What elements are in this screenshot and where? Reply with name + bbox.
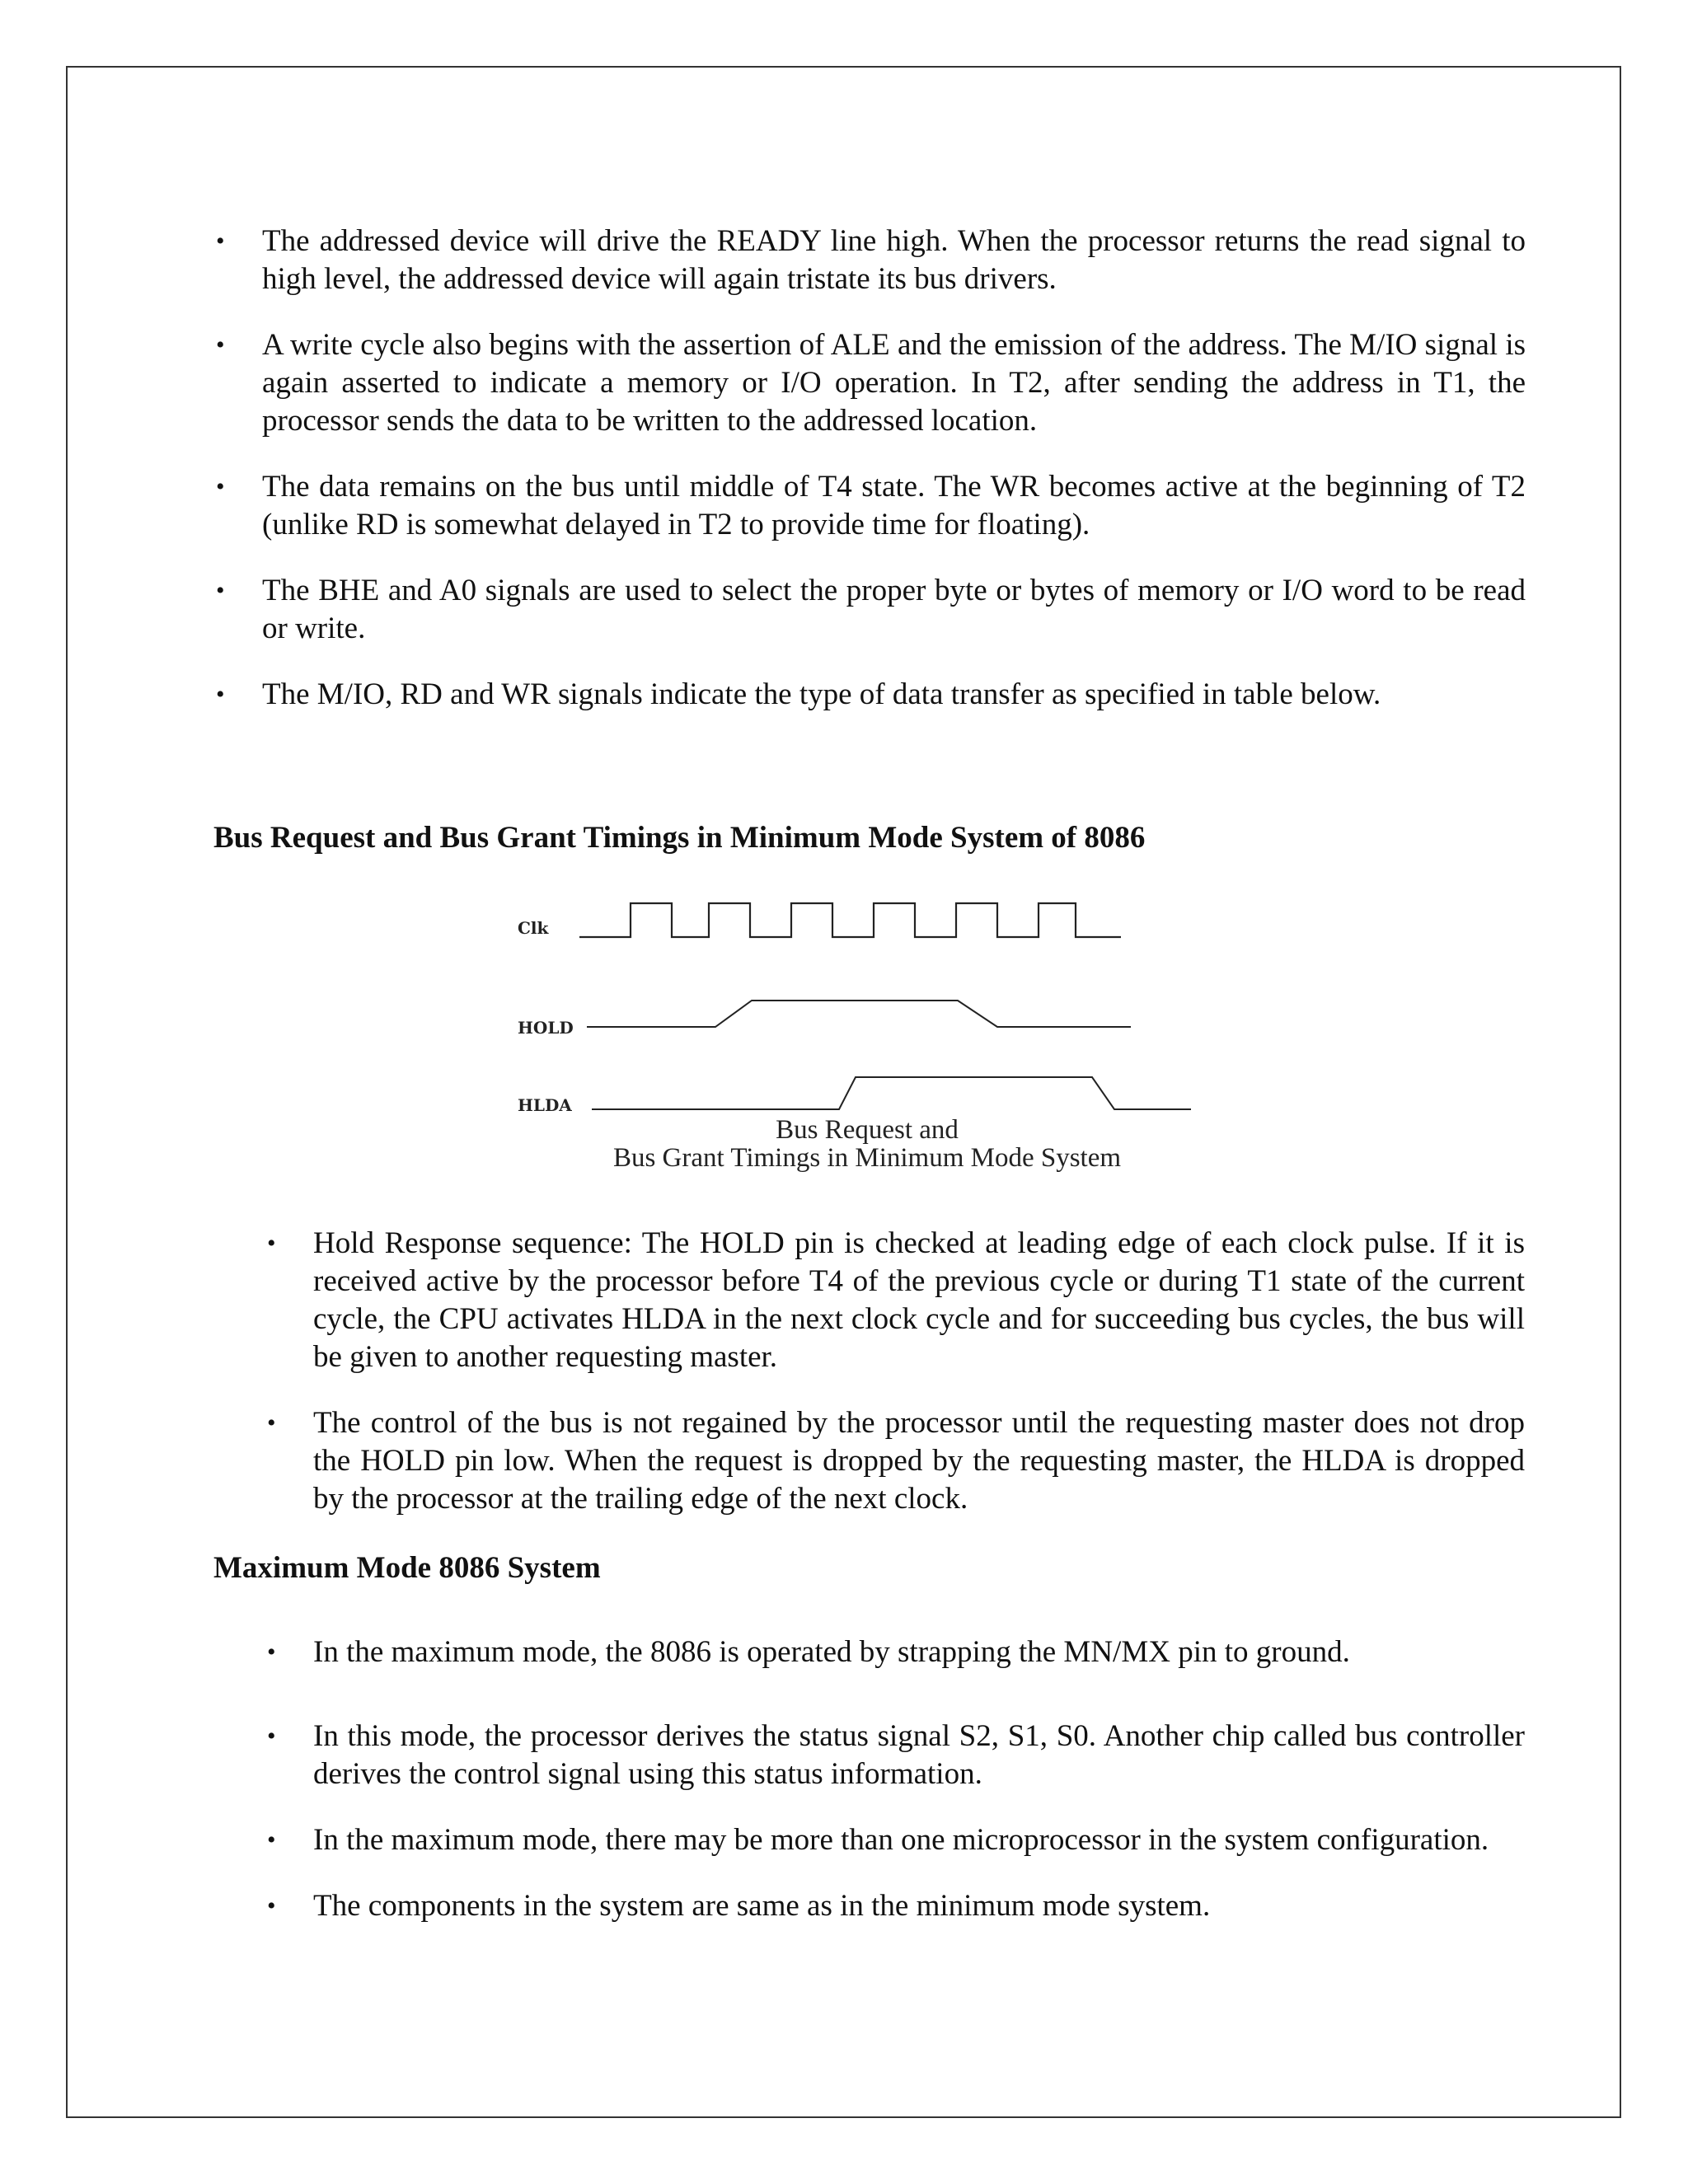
bullet-icon: • bbox=[267, 1230, 276, 1257]
bullet-list-maximum-mode bbox=[267, 1633, 1525, 1953]
bullet-icon: • bbox=[216, 473, 225, 500]
clk-label: Clk bbox=[518, 918, 549, 938]
hlda-label: HLDA bbox=[518, 1095, 572, 1115]
diagram-caption-line1: Bus Request and bbox=[776, 1115, 959, 1145]
section-heading-bus-request: Bus Request and Bus Grant Timings in Minimum Mode System of 8086 bbox=[213, 821, 1146, 855]
list-item: • In this mode, the processor derives the status signal S2, S1, S0. Another chip called bus controller derives the control signal using this status information. bbox=[267, 1719, 1525, 1791]
bullet-icon: • bbox=[267, 1638, 276, 1666]
list-item: • The components in the system are same as in the minimum mode system. bbox=[313, 1887, 1525, 1925]
bullet-list-hold-response bbox=[267, 1225, 1525, 1546]
hold-label: HOLD bbox=[518, 1018, 574, 1038]
bullet-icon: • bbox=[267, 1722, 276, 1750]
hold-waveform bbox=[587, 1001, 1131, 1027]
list-item: • A write cycle also begins with the assertion of ALE and the emission of the address. The M/IO signal is again asserted to indicate a memory or I/O operation. In T2, after sending the address in T1, the processor sends the data to be written to the addressed location. bbox=[216, 328, 1526, 438]
list-item: • The control of the bus is not regained by the processor until the requesting master does not drop the HOLD pin low. When the request is dropped by the requesting master, the HLDA is dropped by the processor at the trailing edge of the next clock. bbox=[267, 1406, 1525, 1516]
bullet-icon: • bbox=[216, 227, 225, 255]
list-item: • The M/IO, RD and WR signals indicate the type of data transfer as specified in table below. bbox=[262, 676, 1526, 714]
bullet-list-bus-cycle bbox=[216, 223, 1526, 742]
bullet-icon: • bbox=[216, 681, 225, 708]
list-item: • The addressed device will drive the READY line high. When the processor returns the read signal to high level, the addressed device will again tristate its bus drivers. bbox=[216, 224, 1526, 296]
list-item: • Hold Response sequence: The HOLD pin is checked at leading edge of each clock pulse. If it is received active by the processor before T4 of the previous cycle or during T1 state of the current cycle, the CPU activates HLDA in the next clock cycle and for succeeding bus cycles, the bus will be given to another requesting master. bbox=[267, 1226, 1525, 1374]
hlda-waveform bbox=[592, 1077, 1191, 1109]
clk-waveform bbox=[579, 903, 1121, 937]
diagram-caption-line2: Bus Grant Timings in Minimum Mode System bbox=[612, 1143, 1122, 1173]
bullet-icon: • bbox=[267, 1892, 276, 1919]
section-heading-maximum-mode: Maximum Mode 8086 System bbox=[213, 1551, 601, 1585]
bullet-icon: • bbox=[267, 1409, 276, 1436]
list-item: • In the maximum mode, there may be more than one microprocessor in the system configuration. bbox=[313, 1821, 1525, 1859]
bullet-icon: • bbox=[267, 1826, 276, 1854]
list-item: • The data remains on the bus until middle of T4 state. The WR becomes active at the beginning of T2 (unlike RD is somewhat delayed in T2 to provide time for floating). bbox=[216, 470, 1526, 541]
list-item: • In the maximum mode, the 8086 is operated by strapping the MN/MX pin to ground. bbox=[313, 1633, 1525, 1671]
bullet-icon: • bbox=[216, 331, 225, 359]
timing-diagram bbox=[495, 882, 1236, 1179]
list-item: • The BHE and A0 signals are used to select the proper byte or bytes of memory or I/O word to be read or write. bbox=[216, 574, 1526, 645]
bullet-icon: • bbox=[216, 577, 225, 604]
